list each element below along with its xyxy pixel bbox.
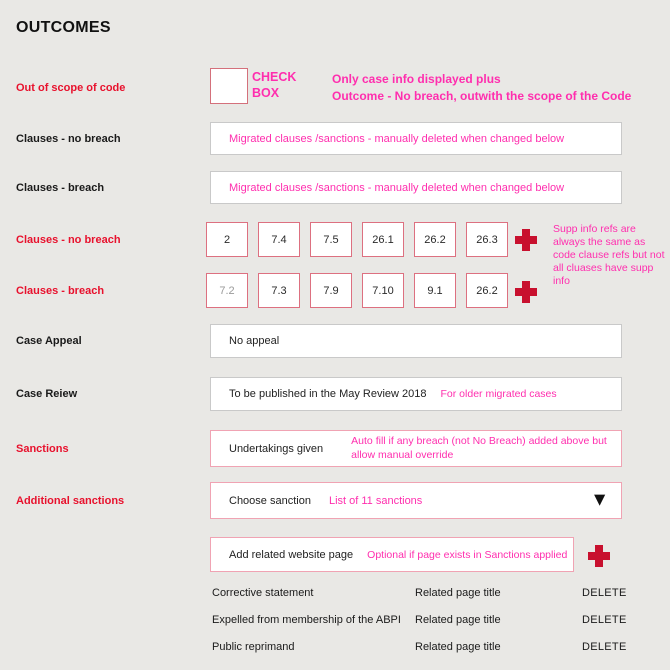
choose-sanction-value: Choose sanction (229, 494, 311, 507)
related-page-title: Related page title (415, 641, 501, 653)
add-related-page-icon[interactable] (588, 545, 610, 567)
related-page-name: Public reprimand (212, 641, 295, 653)
clause-chip[interactable]: 26.1 (362, 222, 404, 257)
sanctions-value: Undertakings given (229, 442, 324, 455)
sanctions-annotation: Auto fill if any breach (not No Breach) added above but allow manual override (351, 435, 607, 461)
case-appeal-value: No appeal (229, 335, 280, 347)
clause-chip[interactable]: 2 (206, 222, 248, 257)
out-of-scope-annotation: Only case info displayed plus Outcome - No breach, outwith the scope of the Code (332, 72, 632, 103)
label-sanctions: Sanctions (16, 443, 69, 455)
clause-chip[interactable]: 26.3 (466, 222, 508, 257)
add-related-annotation: Optional if page exists in Sanctions applied (367, 548, 568, 561)
clause-chip[interactable]: 7.5 (310, 222, 352, 257)
clause-chip[interactable]: 7.9 (310, 273, 352, 308)
add-related-page-value: Add related website page (229, 548, 354, 561)
clause-chip[interactable]: 9.1 (414, 273, 456, 308)
related-page-title: Related page title (415, 587, 501, 599)
additional-sanctions-dropdown[interactable] (210, 482, 622, 519)
checkbox-label: CHECK BOX (252, 70, 297, 100)
label-case-review: Case Reiew (16, 388, 78, 400)
related-page-row (0, 587, 670, 601)
add-clause-icon[interactable] (515, 229, 537, 251)
related-page-name: Corrective statement (212, 587, 314, 599)
clause-chip[interactable]: 26.2 (414, 222, 456, 257)
delete-link[interactable]: DELETE (582, 587, 627, 599)
related-page-name: Expelled from membership of the ABPI (212, 614, 401, 626)
sanction-list-annotation: List of 11 sanctions (328, 494, 423, 507)
delete-link[interactable]: DELETE (582, 641, 627, 653)
delete-link[interactable]: DELETE (582, 614, 627, 626)
migrated-clauses-text: Migrated clauses /sanctions - manually deleted when changed below (229, 132, 565, 145)
clauses-breach-migrated-field[interactable] (210, 171, 622, 204)
related-page-row (0, 641, 670, 655)
out-of-scope-checkbox[interactable] (210, 68, 248, 104)
case-review-value: To be published in the May Review 2018 (229, 388, 427, 400)
add-related-page-field[interactable] (210, 537, 574, 572)
case-review-field[interactable] (210, 377, 622, 411)
sanctions-field[interactable] (210, 430, 622, 467)
label-clauses-no-breach-migrated: Clauses - no breach (16, 133, 121, 145)
dropdown-arrow-icon: ▼ (590, 489, 609, 511)
label-clauses-breach: Clauses - breach (16, 285, 105, 297)
related-page-row (0, 614, 670, 628)
clause-chip[interactable]: 26.2 (466, 273, 508, 308)
supp-info-annotation: Supp info refs are always the same as code clause refs but not all cluases have supp info (553, 223, 665, 287)
migrated-clauses-text: Migrated clauses /sanctions - manually deleted when changed below (229, 181, 565, 194)
clause-chip[interactable]: 7.2 (206, 273, 248, 308)
add-clause-icon[interactable] (515, 281, 537, 303)
page-title: OUTCOMES (16, 19, 111, 36)
case-review-annotation: For older migrated cases (440, 388, 557, 400)
label-out-of-scope: Out of scope of code (16, 82, 126, 94)
case-appeal-field[interactable] (210, 324, 622, 358)
clause-chip[interactable]: 7.10 (362, 273, 404, 308)
label-additional-sanctions: Additional sanctions (16, 495, 125, 507)
clause-chip[interactable]: 7.3 (258, 273, 300, 308)
related-page-title: Related page title (415, 614, 501, 626)
clause-chip[interactable]: 7.4 (258, 222, 300, 257)
label-case-appeal: Case Appeal (16, 335, 82, 347)
label-clauses-breach-migrated: Clauses - breach (16, 182, 105, 194)
clauses-no-breach-migrated-field[interactable] (210, 122, 622, 155)
label-clauses-no-breach: Clauses - no breach (16, 234, 121, 246)
